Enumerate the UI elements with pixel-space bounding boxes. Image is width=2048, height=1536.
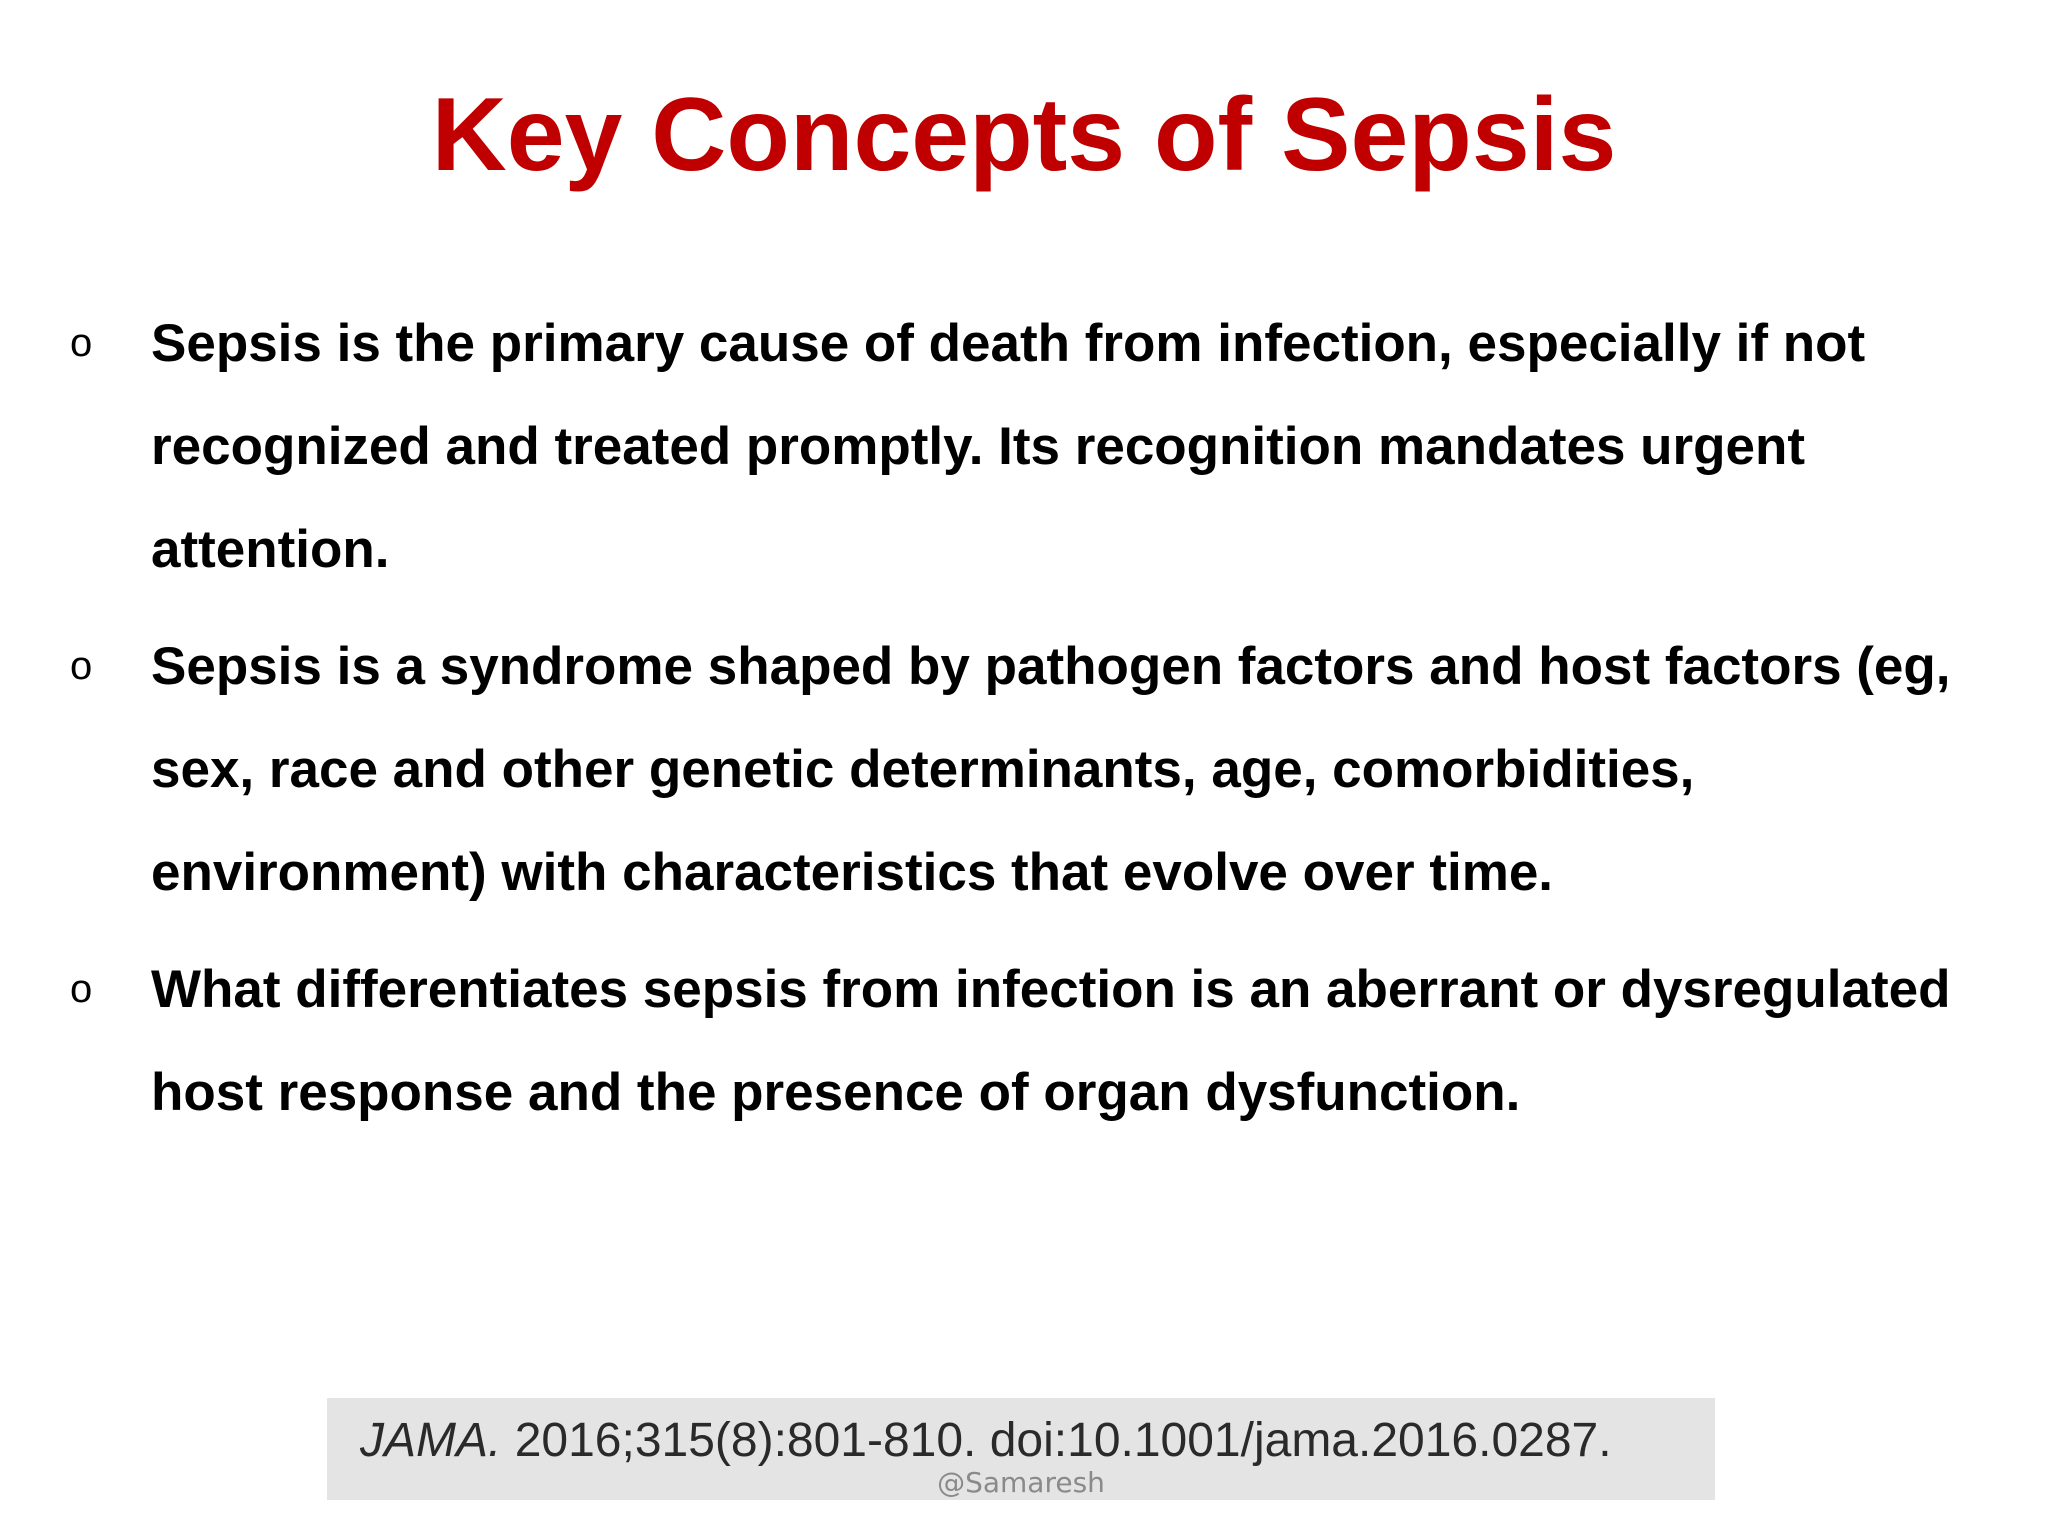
citation-box <box>327 1398 1715 1500</box>
slide-title: Key Concepts of Sepsis <box>431 77 1617 193</box>
watermark: @Samaresh <box>937 1466 1105 1499</box>
bullet-circle-icon: o <box>70 644 93 688</box>
bullet-text: Sepsis is a syndrome shaped by pathogen factors and host factors (eg, sex, race and other genetic determinants, age, comorbidities, environment) with characteristics that evolve over time. <box>151 637 1951 902</box>
bullet-circle-icon: o <box>70 967 93 1011</box>
bullet-item <box>70 938 2020 1144</box>
bullet-text: What differentiates sepsis from infection is an aberrant or dysregulated host response and the presence of organ dysfunction. <box>151 960 1951 1122</box>
citation-journal: JAMA. <box>360 1414 502 1467</box>
bullet-list <box>70 292 2020 1158</box>
bullet-item <box>70 292 2020 601</box>
citation-text <box>360 1412 1612 1470</box>
citation-reference: 2016;315(8):801-810. doi:10.1001/jama.2016.0287. <box>501 1414 1612 1467</box>
bullet-text: Sepsis is the primary cause of death from infection, especially if not recognized and treated promptly. Its recognition mandates urgent attention. <box>151 314 1866 579</box>
bullet-circle-icon: o <box>70 321 93 365</box>
bullet-item <box>70 615 2020 924</box>
